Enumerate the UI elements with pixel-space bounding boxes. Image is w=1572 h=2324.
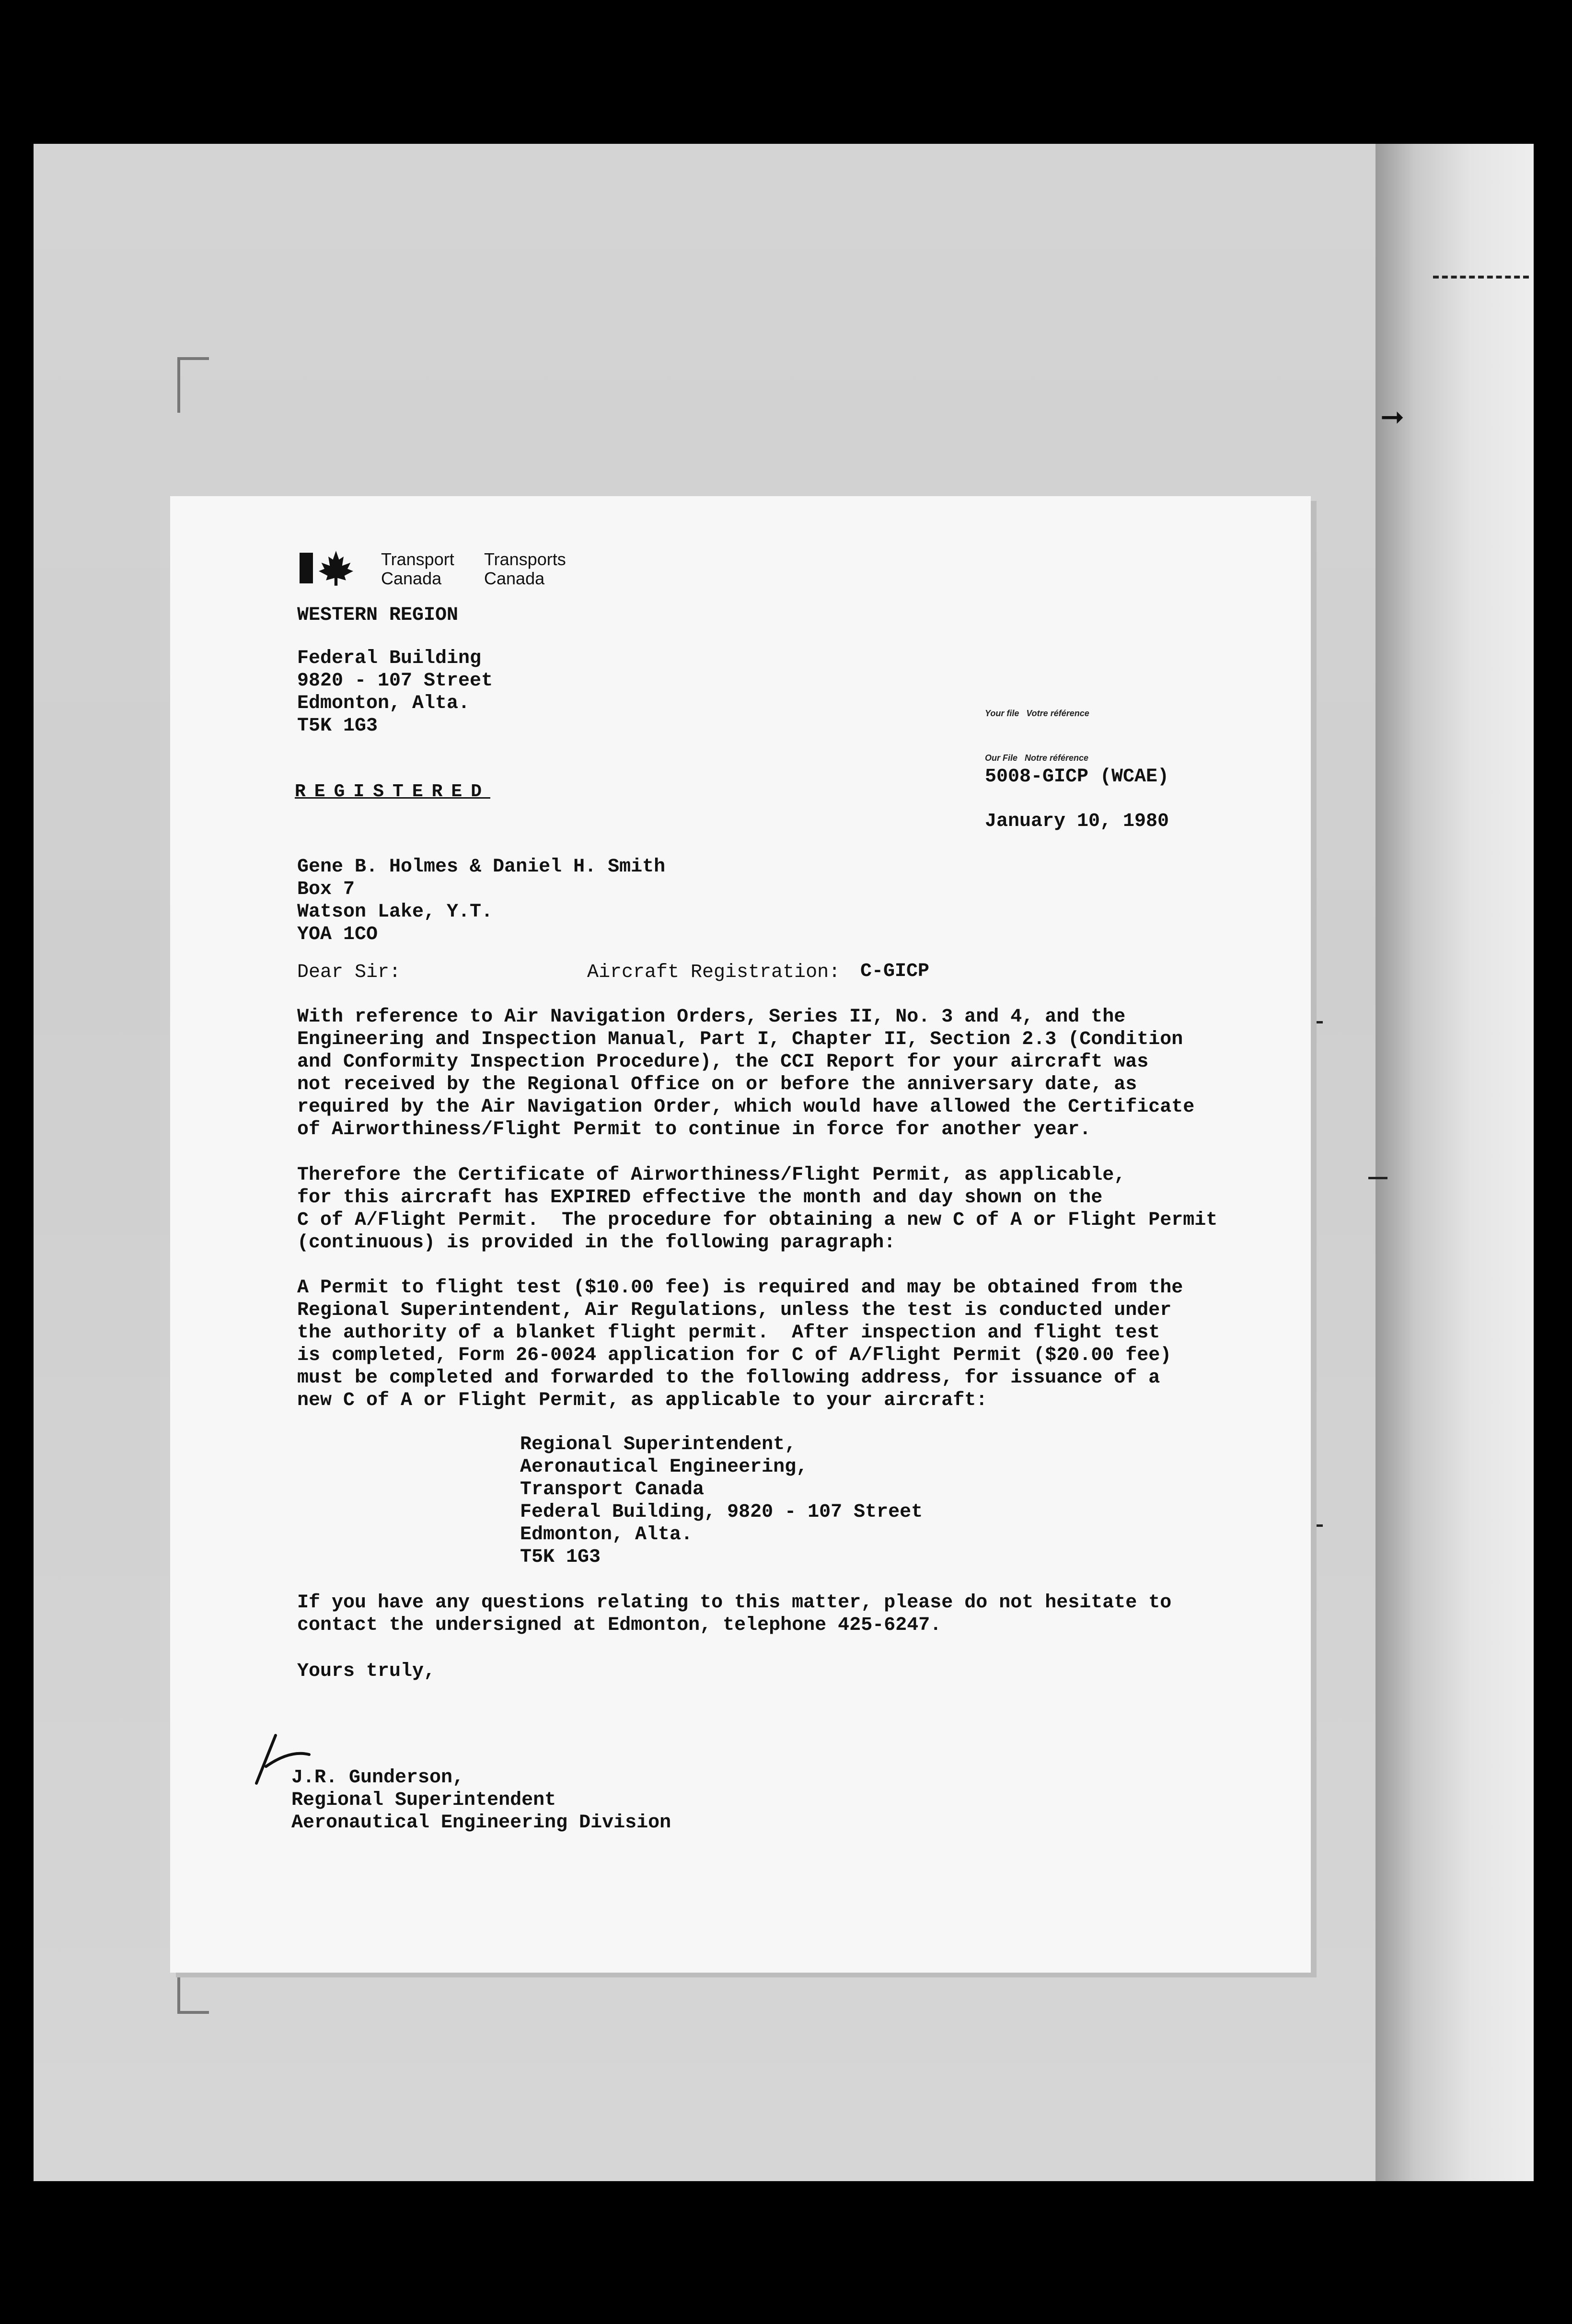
body-p1-line-2: Engineering and Inspection Manual, Part I, Chapter II, Section 2.3 (Condition [297,1029,1183,1050]
body-p1-line-5: required by the Air Navigation Order, which would have allowed the Certificate [297,1096,1195,1118]
region-name: WESTERN REGION [297,604,459,626]
our-file-number: 5008-GICP (WCAE) [985,766,1169,788]
maple-leaf-icon [317,549,355,587]
strip-dashed-line [1433,276,1529,279]
our-file-label: Our File Notre référence [985,753,1089,763]
scan-right-strip [1376,144,1534,2181]
body-p2-line-2: for this aircraft has EXPIRED effective the month and day shown on the [297,1187,1103,1208]
signatory-name: J.R. Gunderson, [291,1767,464,1789]
body-p4-line-1: If you have any questions relating to this matter, please do not hesitate to [297,1592,1172,1614]
forward-address-line-3: Transport Canada [520,1479,705,1500]
sender-address-line-1: Federal Building [297,648,482,669]
body-p1-line-6: of Airworthiness/Flight Permit to continue in force for another year. [297,1119,1091,1140]
sender-address-line-2: 9820 - 107 Street [297,670,493,692]
closing: Yours truly, [297,1661,436,1682]
signatory-title: Regional Superintendent [291,1789,556,1811]
body-p2-line-4: (continuous) is provided in the following paragraph: [297,1232,896,1254]
right-arrow-icon: ➞ [1380,400,1405,434]
aircraft-registration-value: C-GICP [860,961,930,982]
department-name-en: Transport Canada [381,549,454,588]
forward-address-line-6: T5K 1G3 [520,1546,601,1568]
salutation: Dear Sir: [297,962,401,983]
forward-address-line-1: Regional Superintendent, [520,1434,797,1455]
letter-date: January 10, 1980 [985,811,1169,832]
signatory-division: Aeronautical Engineering Division [291,1812,671,1834]
margin-tick [1368,1177,1387,1179]
body-p1-line-1: With reference to Air Navigation Orders, Series II, No. 3 and 4, and the [297,1006,1126,1028]
recipient-line-1: Gene B. Holmes & Daniel H. Smith [297,856,666,878]
forward-address-line-5: Edmonton, Alta. [520,1524,693,1545]
body-p3-line-4: is completed, Form 26-0024 application for C of A/Flight Permit ($20.00 fee) [297,1345,1172,1366]
canada-flag-icon [300,553,313,583]
recipient-line-4: YOA 1CO [297,924,378,945]
body-p2-line-1: Therefore the Certificate of Airworthiness/Flight Permit, as applicable, [297,1164,1126,1186]
body-p3-line-1: A Permit to flight test ($10.00 fee) is required and may be obtained from the [297,1277,1183,1299]
sender-address-line-3: Edmonton, Alta. [297,693,470,714]
crop-mark-top [177,357,209,413]
body-p3-line-3: the authority of a blanket flight permit. After inspection and flight test [297,1322,1160,1344]
body-p3-line-2: Regional Superintendent, Air Regulations, unless the test is conducted under [297,1300,1172,1321]
body-p1-line-4: not received by the Regional Office on or before the anniversary date, as [297,1074,1137,1095]
forward-address-line-2: Aeronautical Engineering, [520,1456,808,1478]
body-p4-line-2: contact the undersigned at Edmonton, telephone 425-6247. [297,1615,942,1636]
your-file-label: Your file Votre référence [985,709,1089,718]
registered-mail-marking: REGISTERED [295,781,491,802]
letter-sheet [170,496,1311,1973]
recipient-line-3: Watson Lake, Y.T. [297,901,493,923]
sender-address-line-4: T5K 1G3 [297,715,378,737]
forward-address-line-4: Federal Building, 9820 - 107 Street [520,1501,923,1523]
department-name-fr: Transports Canada [484,549,566,588]
body-p1-line-3: and Conformity Inspection Procedure), the CCI Report for your aircraft was [297,1051,1149,1073]
aircraft-registration-label: Aircraft Registration: [587,962,841,983]
body-p3-line-6: new C of A or Flight Permit, as applicable to your aircraft: [297,1390,988,1411]
body-p2-line-3: C of A/Flight Permit. The procedure for obtaining a new C of A or Flight Permit [297,1209,1218,1231]
body-p3-line-5: must be completed and forwarded to the following address, for issuance of a [297,1367,1160,1389]
recipient-line-2: Box 7 [297,879,355,900]
